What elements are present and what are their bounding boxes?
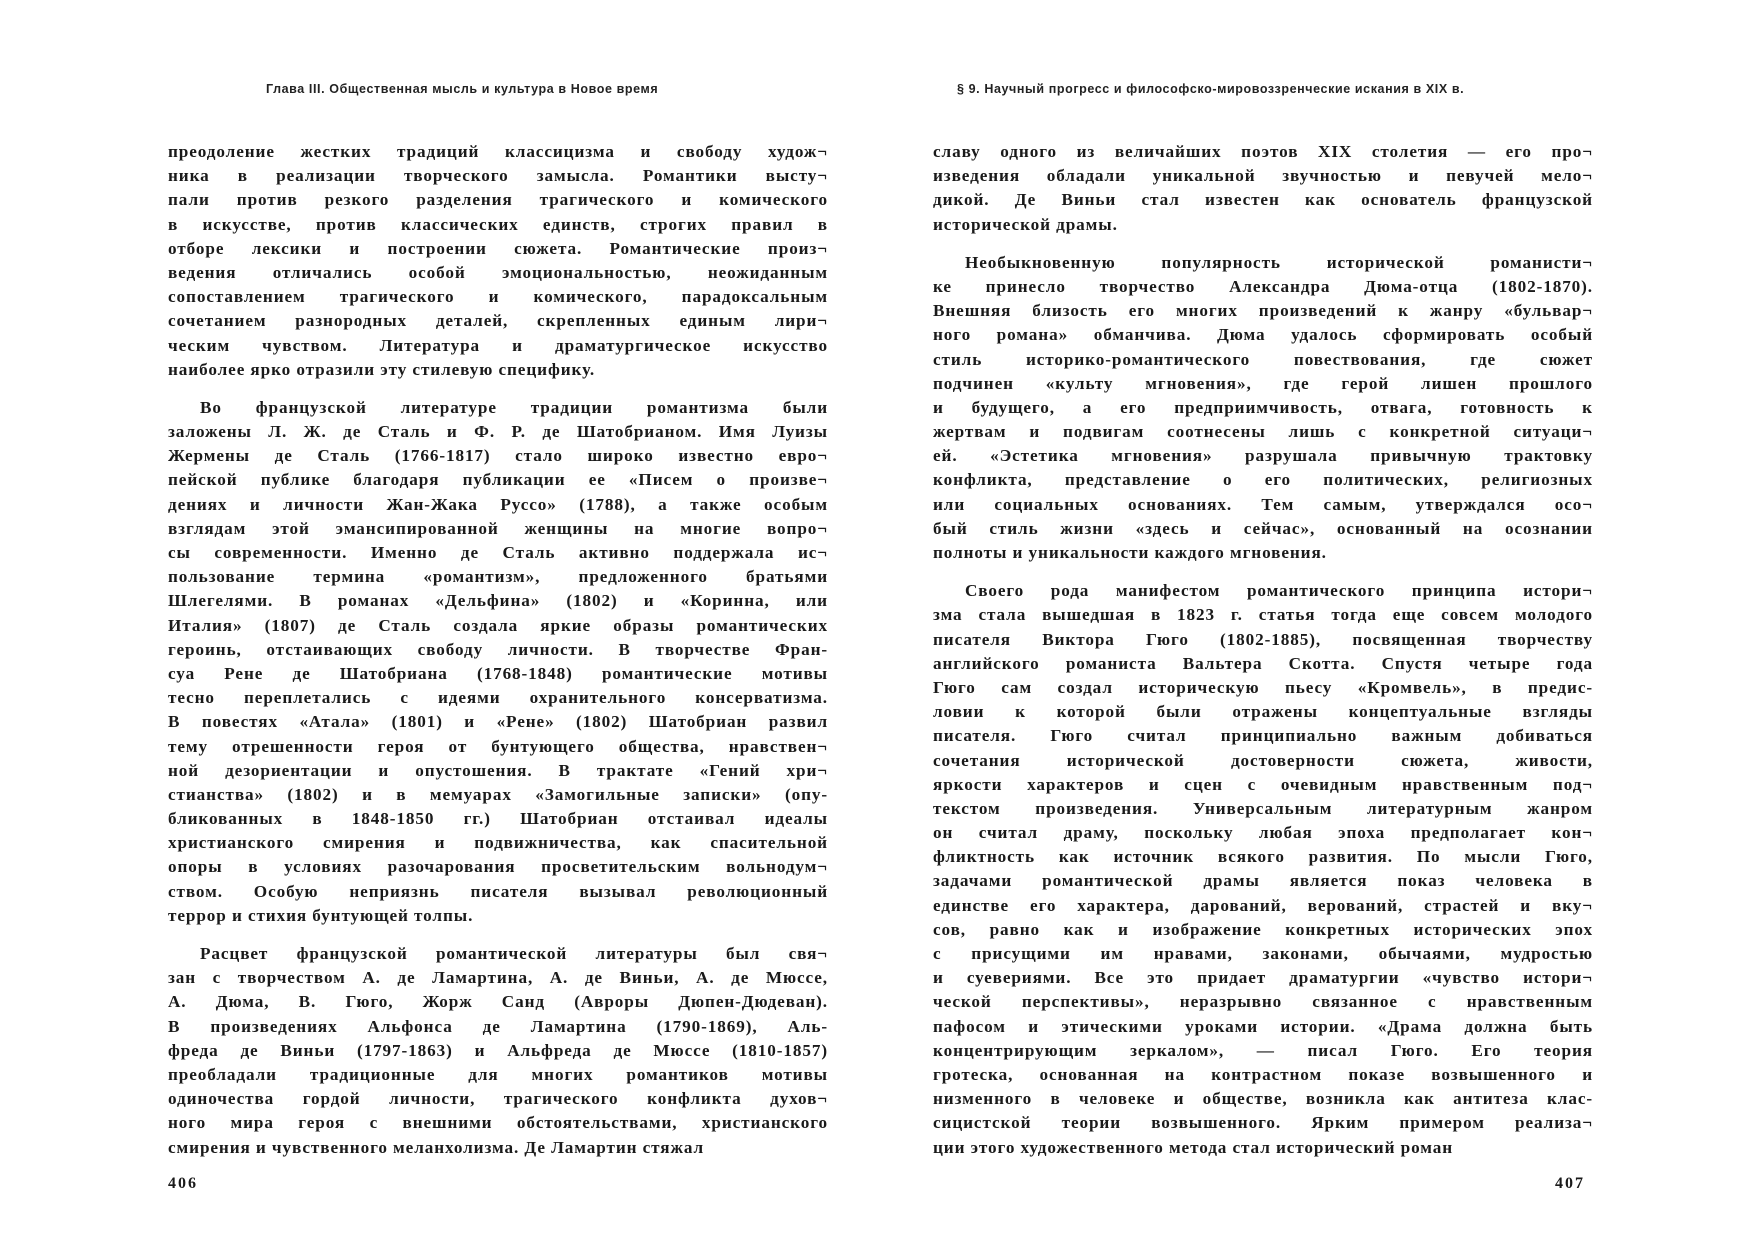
text-line: сы современности. Именно де Сталь активно поддержала ис¬ <box>168 543 828 562</box>
text-line: и будущего, а его предприимчивость, отвага, готовность к <box>933 397 1593 417</box>
paragraph <box>933 579 1593 1160</box>
text-line: фликтность как источник всякого развития. По мысли Гюго, <box>933 847 1593 867</box>
text-line: заложены Л. Ж. де Сталь и Ф. Р. де Шатобрианом. Имя Луизы <box>168 422 828 442</box>
page-number-right: 407 <box>1555 1175 1585 1192</box>
text-line: он считал драму, поскольку любая эпоха предполагает кон¬ <box>933 823 1593 843</box>
text-line: сопоставлением трагического и комического, парадоксальным <box>168 287 828 307</box>
text-line: ей. «Эстетика мгновения» разрушала привычную трактовку <box>933 446 1593 466</box>
text-line: зма стала вышедшая в 1823 г. статья тогда еще совсем молодого <box>933 605 1593 625</box>
text-line: пафосом и этическими уроками истории. «Драма должна быть <box>933 1016 1593 1036</box>
text-line: низменного в человеке и обществе, возникла как антитеза клас- <box>933 1089 1593 1109</box>
text-line: ной дезориентации и опустошения. В трактате «Гений хри¬ <box>168 760 828 780</box>
text-line: ника в реализации творческого замысла. Романтики высту¬ <box>168 166 828 186</box>
running-head-right: § 9. Научный прогресс и философско-мировоззренческие искания в XIX в. <box>957 82 1465 96</box>
text-line: Гюго сам создал историческую пьесу «Кромвель», в предис- <box>933 677 1593 697</box>
text-line: Италия» (1807) де Сталь создала яркие образы романтических <box>168 615 828 635</box>
paragraph <box>168 396 828 928</box>
text-line: фреда де Виньи (1797-1863) и Альфреда де Мюссе (1810-1857) <box>168 1040 828 1060</box>
text-line: единстве его характера, дарований, верований, страстей и вку¬ <box>933 895 1593 915</box>
text-line: Шлегелями. В романах «Дельфина» (1802) и «Коринна, или <box>168 591 828 611</box>
text-line: концентрирующим зеркалом», — писал Гюго. Его теория <box>933 1040 1593 1060</box>
text-block-right <box>933 140 1593 1160</box>
text-line: Расцвет французской романтической литературы был свя¬ <box>200 944 828 963</box>
text-line: ведения отличались особой эмоциональностью, неожиданным <box>168 262 828 282</box>
text-line: славу одного из величайших поэтов XIX столетия — его про¬ <box>933 142 1593 161</box>
text-line: жертвам и подвигам соотнесены лишь с конкретной ситуаци¬ <box>933 422 1593 442</box>
text-line: сочетанием разнородных деталей, скрепленных единым лири¬ <box>168 311 828 331</box>
text-line: Необыкновенную популярность исторической романисти¬ <box>965 252 1593 272</box>
text-line: яркости характеров и сцен с очевидным нравственным под¬ <box>933 774 1593 794</box>
text-line: отборе лексики и построении сюжета. Романтические произ¬ <box>168 238 828 258</box>
text-line: христианского смирения и подвижничества, как спасительной <box>168 833 828 853</box>
page-number-left: 406 <box>168 1175 198 1192</box>
text-line: Жермены де Сталь (1766-1817) стало широко известно евро¬ <box>168 446 828 466</box>
text-line: зан с творчеством А. де Ламартина, А. де Виньи, А. де Мюссе, <box>168 968 828 988</box>
paragraph <box>168 140 828 382</box>
text-line: ного мира героя с внешними обстоятельствами, христианского <box>168 1113 828 1133</box>
text-line: стиль историко-романтического повествования, где сюжет <box>933 349 1593 369</box>
text-line: ции этого художественного метода стал исторический роман <box>933 1137 1454 1157</box>
text-line: исторической драмы. <box>933 214 1118 234</box>
text-line: террор и стихия бунтующей толпы. <box>168 905 474 925</box>
text-line: ловии к которой были отражены концептуальные взгляды <box>933 702 1593 722</box>
text-line: Внешняя близость его многих произведений к жанру «бульвар¬ <box>933 301 1593 321</box>
text-line: ческой перспективы», неразрывно связанное с нравственным <box>933 992 1593 1012</box>
text-line: текстом произведения. Универсальным литературным жанром <box>933 798 1593 818</box>
text-line: В произведениях Альфонса де Ламартина (1790-1869), Аль- <box>168 1016 828 1036</box>
text-line: стианства» (1802) и в мемуарах «Замогильные записки» (опу- <box>168 784 828 804</box>
text-line: пользование термина «романтизм», предложенного братьями <box>168 567 828 587</box>
text-line: А. Дюма, В. Гюго, Жорж Санд (Авроры Дюпен-Дюдеван). <box>168 992 828 1012</box>
text-line: с присущими им нравами, законами, обычаями, мудростью <box>933 944 1593 963</box>
running-head-left: Глава III. Общественная мысль и культура в Новое время <box>266 82 659 96</box>
text-block-left <box>168 140 828 1160</box>
text-line: Своего рода манифестом романтического принципа истори¬ <box>965 581 1593 601</box>
text-line: английского романиста Вальтера Скотта. Спустя четыре года <box>933 653 1593 673</box>
paragraph <box>933 140 1593 237</box>
text-line: Во французской литературе традиции романтизма были <box>200 397 828 417</box>
paragraph <box>168 942 828 1160</box>
text-line: тесно переплетались с идеями охранительного консерватизма. <box>168 688 828 708</box>
text-line: тему отрешенности героя от бунтующего общества, нравствен¬ <box>168 736 828 756</box>
text-line: преобладали традиционные для многих романтиков мотивы <box>168 1064 828 1084</box>
text-line: наиболее ярко отразили эту стилевую специфику. <box>168 359 596 379</box>
right-page <box>877 0 1754 1239</box>
text-line: и суевериями. Все это придает драматургии «чувство истори¬ <box>933 968 1593 988</box>
paragraph <box>933 251 1593 565</box>
text-line: полноты и уникальности каждого мгновения. <box>933 543 1327 562</box>
text-line: задачами романтической драмы является показ человека в <box>933 871 1593 891</box>
text-line: гротеска, основанная на контрастном показе возвышенного и <box>933 1064 1593 1084</box>
text-line: смирения и чувственного меланхолизма. Де Ламартин стяжал <box>168 1137 705 1157</box>
text-line: героинь, отстаивающих свободу личности. В творчестве Фран- <box>168 639 828 659</box>
text-line: бликованных в 1848-1850 гг.) Шатобриан отстаивал идеалы <box>168 809 828 829</box>
text-line: одиночества гордой личности, трагического конфликта духов¬ <box>168 1089 828 1109</box>
text-line: пали против резкого разделения трагического и комического <box>168 190 828 210</box>
text-line: сочетания исторической достоверности сюжета, живости, <box>933 750 1593 770</box>
text-line: дениях и личности Жан-Жака Руссо» (1788), а также особым <box>168 494 828 514</box>
text-line: или социальных основаниях. Тем самым, утверждался осо¬ <box>933 494 1593 514</box>
text-line: подчинен «культу мгновения», где герой лишен прошлого <box>933 373 1593 393</box>
text-line: в искусстве, против классических единств, строгих правил в <box>168 214 828 234</box>
text-line: взглядам этой эмансипированной женщины на многие вопро¬ <box>168 518 828 538</box>
text-line: суа Рене де Шатобриана (1768-1848) романтические мотивы <box>168 663 828 683</box>
text-line: опоры в условиях разочарования просветительским вольнодум¬ <box>168 857 828 877</box>
text-line: ческим чувством. Литература и драматургическое искусство <box>168 335 828 355</box>
text-line: сов, равно как и изображение конкретных исторических эпох <box>933 919 1593 939</box>
text-line: преодоление жестких традиций классицизма и свободу худож¬ <box>168 142 828 161</box>
text-line: пейской публике благодаря публикации ее «Писем о произве¬ <box>168 470 828 490</box>
text-line: бый стиль жизни «здесь и сейчас», основанный на осознании <box>933 518 1593 538</box>
text-line: ством. Особую неприязнь писателя вызывал революционный <box>168 881 828 901</box>
text-line: дикой. Де Виньи стал известен как основатель французской <box>933 190 1593 210</box>
text-line: В повестях «Атала» (1801) и «Рене» (1802) Шатобриан развил <box>168 712 828 732</box>
text-line: сицистской теории возвышенного. Ярким примером реализа¬ <box>933 1113 1593 1133</box>
text-line: писателя. Гюго считал принципиально важным добиваться <box>933 726 1593 746</box>
text-line: конфликта, представление о его политических, религиозных <box>933 470 1593 490</box>
text-line: изведения обладали уникальной звучностью и певучей мело¬ <box>933 166 1593 186</box>
text-line: ного романа» обманчива. Дюма удалось сформировать особый <box>933 325 1593 345</box>
text-line: ке принесло творчество Александра Дюма-отца (1802-1870). <box>933 276 1593 296</box>
text-line: писателя Виктора Гюго (1802-1885), посвященная творчеству <box>933 629 1593 649</box>
